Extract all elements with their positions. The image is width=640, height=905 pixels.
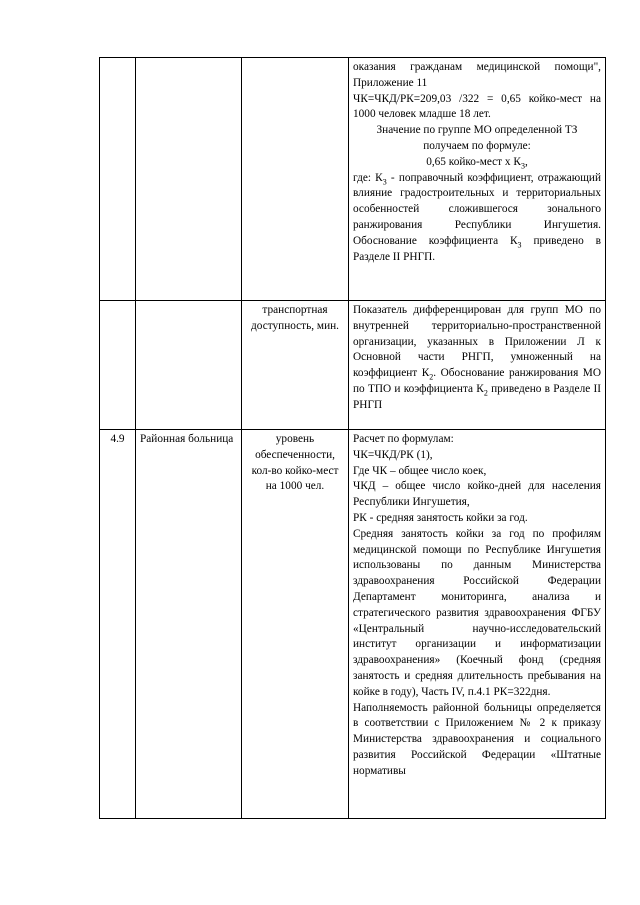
formula-line: 0,65 койко-мест х $К_3$,	[426, 155, 528, 171]
indicator-cell	[242, 58, 349, 301]
formula-line: ЧК=ЧКД/РК (1),	[353, 448, 433, 461]
table-row	[100, 430, 606, 819]
desc-paragraph: Где ЧК – общее число коек,	[353, 464, 487, 477]
desc-paragraph: Средняя занятость койки за год по профилям медицинской помощи по Республике Ингушетия использованы по данным Министерства здравоохранения Российской Федерации Департамент мониторинга, анализа и стратегического развития здравоохранения ФГБУ «Центральный научно-исследовательский институт организации и информатизации здравоохранения» (Коечный фонд (средняя занятость и средняя длительность пребывания на койке в году), Часть IV, п.4.1 РК=322дня.	[353, 527, 601, 698]
row-number-cell	[100, 301, 136, 430]
indicator-cell: уровень обеспеченности, кол-во койко-мест на 1000 чел.	[242, 430, 349, 819]
desc-paragraph: Показатель дифференцирован для групп МО по внутренней территориально-пространственной организации, указанных в Приложении Л к Основной части РНГП, умноженный на коэффициент $К_2$. Обоснование ранжирования МО по ТПО и коэффициента $К_2$ приведено в Разделе II РНГП	[353, 304, 601, 411]
object-name-cell: Районная больница	[136, 430, 242, 819]
desc-paragraph: Значение по группе МО определенной ТЗ получаем по формуле:	[376, 124, 578, 152]
desc-paragraph: Наполняемость районной больницы определяется в соответствии с Приложением № 2 к приказу Министерства здравоохранения и социального развития Российской Федерации «Штатные нормативы	[353, 701, 601, 777]
desc-paragraph: оказания гражданам медицинской помощи", Приложение 11	[353, 61, 601, 89]
description-cell	[349, 430, 606, 819]
description-cell	[349, 58, 606, 301]
table-row	[100, 58, 606, 301]
indicator-cell: транспортная доступность, мин.	[242, 301, 349, 430]
desc-paragraph: где: $К_3$ - поправочный коэффициент, отражающий влияние градостроительных и территориальных особенностей сложившегося зонального ранжирования Республики Ингушетия. Обоснование коэффициента $К_3$ приведено в Разделе II РНГП.	[353, 171, 602, 263]
description-cell	[349, 301, 606, 430]
row-number-cell	[100, 58, 136, 301]
object-name-cell	[136, 58, 242, 301]
norms-table	[99, 57, 606, 819]
table-row	[100, 301, 606, 430]
row-number-cell: 4.9	[100, 430, 136, 819]
desc-paragraph: Расчет по формулам:	[353, 433, 454, 445]
desc-paragraph: РК - средняя занятость койки за год.	[353, 511, 528, 524]
desc-paragraph: ЧКД – общее число койко-дней для населения Республики Ингушетия,	[353, 480, 601, 509]
object-name-cell	[136, 301, 242, 430]
formula-line: ЧК=ЧКД/РК=209,03 /322 = 0,65 койко-мест на 1000 человек младше 18 лет.	[353, 92, 601, 121]
